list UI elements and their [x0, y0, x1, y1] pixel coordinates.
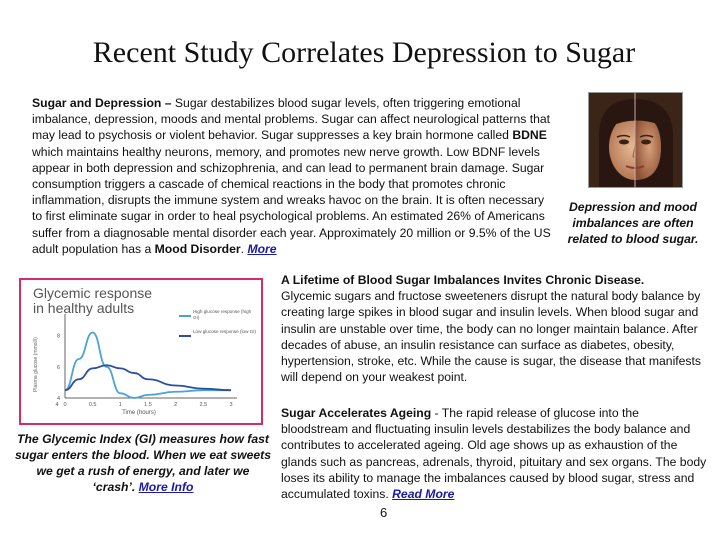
glycemic-chart-svg — [21, 280, 261, 423]
page-title: Recent Study Correlates Depression to Sugar — [92, 36, 636, 69]
legend-high-text: High glucose response (high GI) — [193, 309, 252, 320]
x-tick-label: 1.5 — [144, 402, 152, 408]
x-axis-label: Time (hours) — [122, 410, 156, 416]
photo-caption: Depression and mood imbalances are often related to blood sugar. — [567, 200, 699, 246]
y-axis-label: Plasma glucose (mmol/l) — [33, 337, 39, 392]
face-image — [589, 93, 682, 187]
sugar-depression-text-b: which maintains healthy neurons, memory, and promotes new nerve growth. Low BDNF levels appear in both depression and schizophrenia, and can lead to permanent brain damage. Sugar consumption triggers a cascade of chemical reactions in the body that promotes chronic inflammation, disrupts the immune system and wreaks havoc on the brain. It is often necessary to first eliminate sugar in order to heal psychological problems. An estimated 26% of Americans suffer from a diagnosable mental disorder each year. Approximately 20 million or 9.5% of the US adult population has a — [32, 144, 551, 256]
sentence-end: . — [240, 241, 248, 256]
more-info-link[interactable]: More Info — [138, 480, 194, 494]
page-number: 6 — [380, 505, 388, 520]
x-tick-label: 2.5 — [199, 402, 208, 408]
legend-low-text: Low glucose response (low GI) — [193, 329, 257, 334]
y-tick-label: 8 — [56, 333, 60, 340]
y-tick-label: 4 — [56, 396, 60, 402]
more-link[interactable]: More — [247, 241, 277, 256]
chronic-disease-paragraph — [281, 272, 709, 385]
chronic-disease-text: Glycemic sugars and fructose sweeteners disrupt the natural body balance by creating large spikes in blood sugar and insulin levels. When blood sugar and insulin are unstable over time, the body can no longer maintain balance. After decades of abuse, an insulin resistance can surface as diabetes, obesity, hypertension, stroke, etc. While the cause is sugar, the disease that manifests will depend on your weakest point. — [281, 289, 702, 385]
series-line-low-gi — [65, 365, 231, 390]
glycemic-chart — [19, 278, 263, 425]
legend-high — [193, 309, 257, 329]
y-tick-label: 6 — [56, 364, 60, 371]
ageing-paragraph — [281, 405, 709, 502]
y-ticks — [57, 334, 60, 402]
ageing-text: - The rapid release of glucose into the bloodstream and fluctuating insulin levels destabilizes the body balance and contributes to accelerated ageing. Old age shows up as exhaustion of the glands such as pancreas, adrenals, thyroid, pituitary and sex organs. The body loses its ability to manage the imbalances caused by blood sugar, stress and accumulated toxins. — [281, 406, 707, 502]
x-ticks — [55, 402, 232, 408]
chart-title-line1: Glycemic response — [33, 285, 153, 301]
x-tick-label: 2 — [174, 402, 178, 408]
chart-caption — [14, 431, 272, 495]
depression-photo — [588, 92, 683, 188]
chart-title-line2: in healthy adults — [33, 300, 135, 316]
chronic-disease-heading: A Lifetime of Blood Sugar Imbalances Invites Chronic Disease. — [281, 273, 645, 287]
sugar-depression-paragraph — [32, 95, 556, 257]
chart-caption-text: The Glycemic Index (GI) measures how fast sugar enters the blood. When we eat sweets we get a rush of energy, and later we ‘crash’. — [15, 432, 271, 494]
x-tick-label: 0.5 — [88, 402, 97, 408]
sugar-depression-text-a: Sugar destabilizes blood sugar levels, often triggering emotional imbalance, depression, moods and mental problems. Sugar can affect neurological patterns that may lead to psychosis or violent behavior. Sugar suppresses a key brain hormone called — [32, 96, 551, 143]
x-tick-label: 1 — [118, 402, 122, 408]
x-tick-label: 0 — [63, 402, 67, 408]
mood-disorder-term: Mood Disorder — [154, 241, 241, 256]
sugar-depression-heading: Sugar and Depression – — [32, 96, 172, 110]
ageing-heading: Sugar Accelerates Ageing — [281, 406, 432, 420]
x-tick-label: 4 — [55, 402, 59, 408]
legend-low — [193, 329, 257, 349]
read-more-link[interactable]: Read More — [392, 487, 455, 502]
bdne-term: BDNE — [512, 128, 547, 143]
x-tick-label: 3 — [229, 402, 233, 408]
